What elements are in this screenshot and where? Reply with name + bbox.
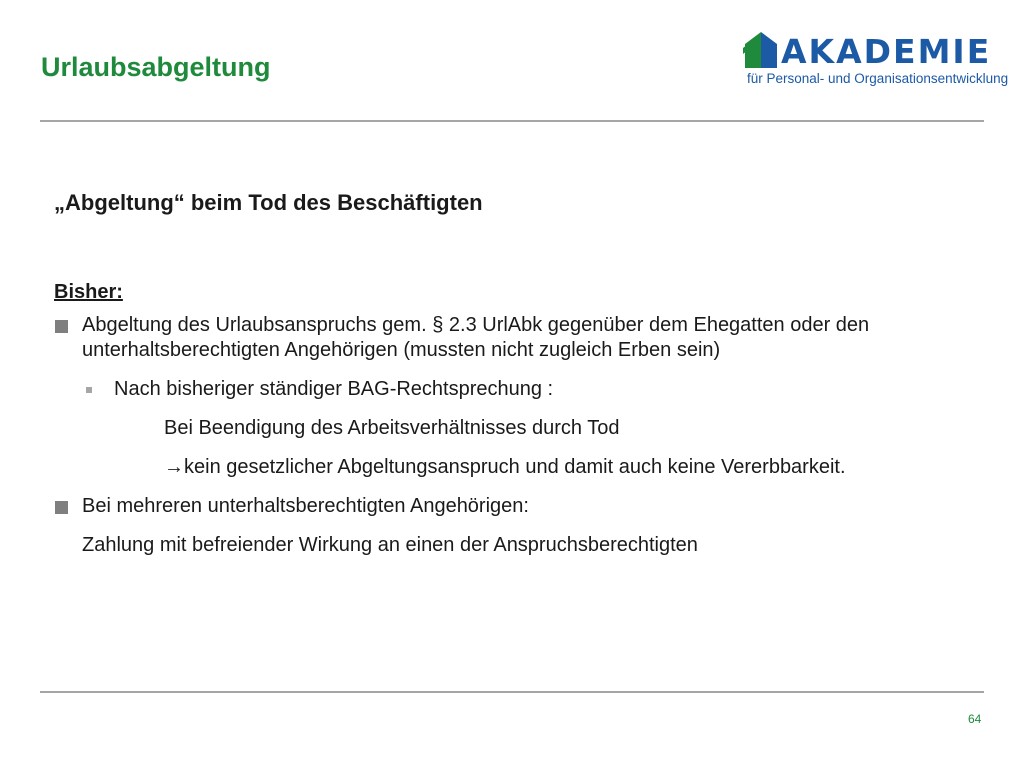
bullet-item (54, 313, 974, 363)
page-number: 64 (968, 712, 982, 726)
indented-arrow-text: kein gesetzlicher Abgeltungsanspruch und damit auch keine Vererbbarkeit. (184, 456, 846, 478)
sub-bullet-text: Nach bisheriger ständiger BAG-Rechtsprechung : (114, 378, 554, 400)
bisher-label: Bisher: (54, 281, 123, 303)
square-bullet-icon (55, 501, 68, 514)
bullet-continuation: Zahlung mit befreiender Wirkung an einen der Anspruchsberechtigten (82, 534, 698, 556)
indented-arrow-line (54, 455, 974, 480)
house-logo-icon (743, 30, 779, 70)
logo-wordmark: AKADEMIE (781, 32, 992, 71)
sub-bullet-item (54, 377, 974, 402)
akademie-logo (743, 30, 1009, 88)
logo-subtitle: für Personal- und Organisationsentwicklung (747, 71, 1009, 86)
top-divider (40, 120, 984, 122)
arrow-right-icon: → (164, 456, 184, 478)
slide-content (54, 280, 974, 558)
bullet-text: Abgeltung des Urlaubsanspruchs gem. § 2.3 UrlAbk gegenüber dem Ehegatten oder den unterhaltsberechtigten Angehörigen (mussten nicht zugleich Erben sein) (82, 314, 870, 361)
indented-line: Bei Beendigung des Arbeitsverhältnisses durch Tod (164, 417, 620, 439)
page-title: Urlaubsabgeltung (41, 52, 271, 82)
bullet-item (54, 494, 974, 519)
section-subtitle: „Abgeltung“ beim Tod des Beschäftigten (54, 190, 483, 215)
bottom-divider (40, 691, 984, 693)
small-square-bullet-icon (86, 387, 92, 393)
bullet-text: Bei mehreren unterhaltsberechtigten Angehörigen: (82, 495, 529, 517)
square-bullet-icon (55, 320, 68, 333)
